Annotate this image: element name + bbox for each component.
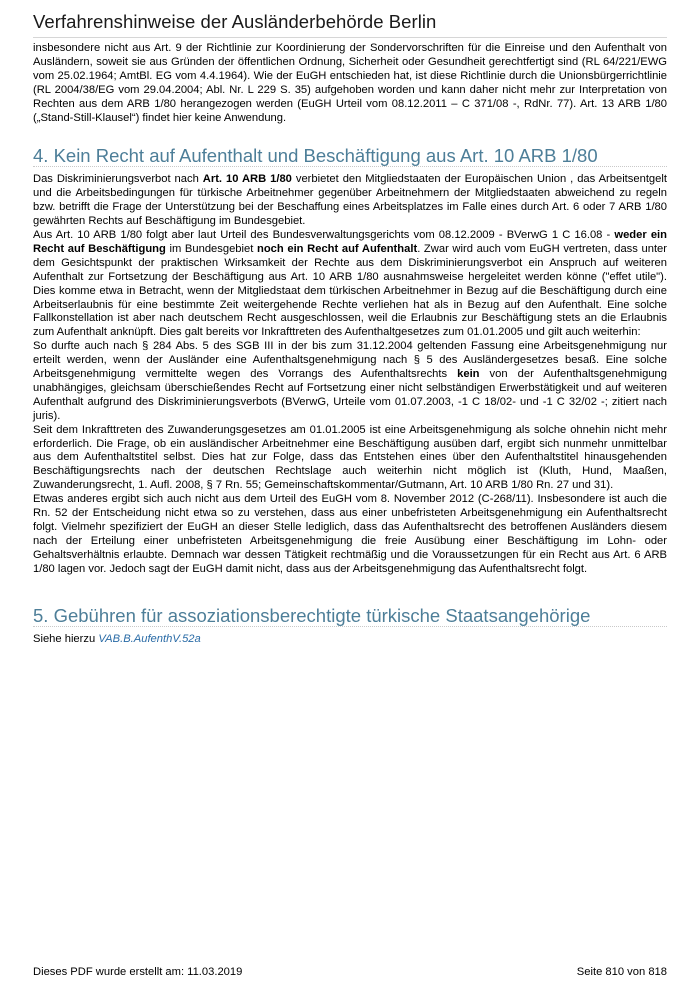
section-5-heading: 5. Gebühren für assoziationsberechtigte türkische Staatsangehörige <box>33 609 667 627</box>
text-run: von der Aufenthaltsgenehmigung unabhängiges, gleichsam überschießendes Recht auf Fortsetzung einer nicht selbständigen Erwerbstätigkeit und auf weiteren Aufenthalt aufgrund des Diskriminierungsverbots (BVerwG, Urteile vom 01.07.2003, -1 C 18/02- und -1 C 32/02 -; zitiert nach juris). <box>33 368 667 422</box>
text-run: So durfte auch nach § 284 Abs. 5 des SGB III in der bis zum 31.12.2004 geltenden Fassung eine Arbeitsgenehmigung nur erteilt werden, wenn der Ausländer eine Aufenthaltsgenehmigung nach § 5 des Ausländergesetzes besaß. Eine solche Arbeitsgenehmigung vermittelte wegen des Vorrangs des Aufenthaltsrechts <box>33 340 667 381</box>
intro-paragraph: insbesondere nicht aus Art. 9 der Richtlinie zur Koordinierung der Sondervorschriften für die Einreise und den Aufenthalt von Ausländern, soweit sie aus Gründen der öffentlichen Ordnung, Sicherheit oder Gesundheit gerechtfertigt sind (RL 64/221/EWG vom 25.02.1964; AmtBl. EG vom 4.4.1964). Wie der EuGH entschieden hat, ist diese Richtlinie durch die Unionsbürgerrichtlinie (RL 2004/38/EG vom 29.04.2004; Abl. Nr. L 229 S. 35) aufgehoben worden und kann daher nicht mehr zur Interpretation von Rechten aus dem ARB 1/80 herangezogen werden (EuGH Urteil vom 08.12.2011 – C 371/08 -, RdNr. 77). Art. 13 ARB 1/80 („Stand-Still-Klausel“) findet hier keine Anwendung. <box>33 42 667 124</box>
document-body <box>33 42 667 646</box>
section-4-paragraph-5: Etwas anderes ergibt sich auch nicht aus dem Urteil des EuGH vom 8. November 2012 (C-268/11). Insbesondere ist auch die Rn. 52 der Entscheidung nicht etwa so zu verstehen, dass aus einer unbefristeten Arbeitsgenehmigung ein Aufenthaltsrecht folgt. Vielmehr spezifiziert der EuGH an dieser Stelle lediglich, dass das Aufenthaltsrecht des betroffenen Ausländers diesem nach der Erteilung einer unbefristeten Arbeitsgenehmigung die freie Ausübung einer Beschäftigung im Lohn- oder Gehaltsverhältnis erlaubte. Demnach war dessen Tätigkeit rechtmäßig und die Voraussetzungen für ein Recht aus Art. 6 ARB 1/80 lagen vor. Jedoch sagt der EuGH damit nicht, dass aus der Arbeitsgenehmigung das Aufenthaltsrecht folgt. <box>33 493 667 575</box>
text-run: Das Diskriminierungsverbot nach <box>33 173 203 186</box>
text-run: verbietet den Mitgliedstaaten der Europäischen Union , das Arbeitsentgelt und die Arbeitsbedingungen für türkische Arbeitnehmer gegenüber Arbeitnehmern der Mitgliedstaaten abweichend zu regeln bzw. betrifft die Frage der Unterstützung bei der Beschaffung eines Arbeitsplatzes im Falle eines durch Art. 6 oder 7 ARB 1/80 gewährten Rechts auf Beschäftigung im Bundesgebiet. <box>33 173 667 228</box>
page-title: Verfahrenshinweise der Ausländerbehörde Berlin <box>33 11 437 32</box>
page-footer <box>33 966 667 978</box>
text-run: im Bundesgebiet <box>165 242 257 255</box>
bold-text: weder ein Recht auf Beschäftigung <box>33 228 667 255</box>
text-run: Siehe hierzu <box>33 632 99 645</box>
section-4-paragraph-4: Seit dem Inkrafttreten des Zuwanderungsgesetzes am 01.01.2005 ist eine Arbeitsgenehmigung als solche ohnehin nicht mehr erforderlich. Die Frage, ob ein ausländischer Arbeitnehmer eine Beschäftigung ausüben darf, ergibt sich nunmehr unmittelbar aus dem Aufenthaltstitel selbst. Dies hat zur Folge, dass das Entstehen eines über den Aufenthaltstitel hinausgehenden Beschäftigungsrechts nach der deutschen Rechtslage auch weiterhin nicht möglich ist (Kluth, Hund, Maaßen, Zuwanderungsrecht, 1. Aufl. 2008, § 7 Rn. 55; Gemeinschaftskommentar/Gutmann, Art. 10 ARB 1/80 Rn. 27 und 31). <box>33 423 667 492</box>
section-5-paragraph <box>33 633 667 647</box>
section-4-paragraph-3 <box>33 340 667 423</box>
section-4-heading: 4. Kein Recht auf Aufenthalt und Beschäftigung aus Art. 10 ARB 1/80 <box>33 149 667 167</box>
section-4-paragraph-1 <box>33 173 667 229</box>
bold-text: kein <box>457 368 480 381</box>
bold-text: Art. 10 ARB 1/80 <box>202 173 292 186</box>
section-4-paragraph-2 <box>33 229 667 340</box>
text-run: Aus Art. 10 ARB 1/80 folgt aber laut Urteil des Bundesverwaltungsgerichts vom 08.12.2009 - BVerwG 1 C 16.08 - <box>33 228 615 241</box>
bold-text: noch ein Recht auf Aufenthalt <box>256 242 418 255</box>
page-header <box>33 11 667 38</box>
text-run: . Zwar wird auch vom EuGH vertreten, dass unter dem Gesichtspunkt der praktischen Wirksamkeit der Rechte aus dem Diskriminierungsverbot ein Anspruch auf weiteren Aufenthalt zur Fortsetzung der Beschäftigung aus Art. 10 ARB 1/80 ausnahmsweise hergeleitet werden könne ("effet utile"). Dies komme etwa in Betracht, wenn der Mitgliedstaat dem türkischen Arbeitnehmer in Bezug auf die Beschäftigung durch eine Arbeitserlaubnis für eine bestimmte Zeit weitergehende Rechte verliehen hat als in Bezug auf den Aufenthalt. Eine solche Fallkonstellation ist aber nach deutschem Recht ausgeschlossen, weil die Erlaubnis zur Beschäftigung stets an die Erlaubnis zum Aufenthalt anknüpft. Dies galt bereits vor Inkrafttreten des Aufenthaltgesetzes zum 01.01.2005 und gilt auch weiterhin: <box>33 242 668 339</box>
vab-reference-link[interactable]: VAB.B.AufenthV.52a <box>98 632 201 645</box>
page-number: Seite 810 von 818 <box>576 966 667 978</box>
creation-date: Dieses PDF wurde erstellt am: 11.03.2019 <box>33 966 243 978</box>
